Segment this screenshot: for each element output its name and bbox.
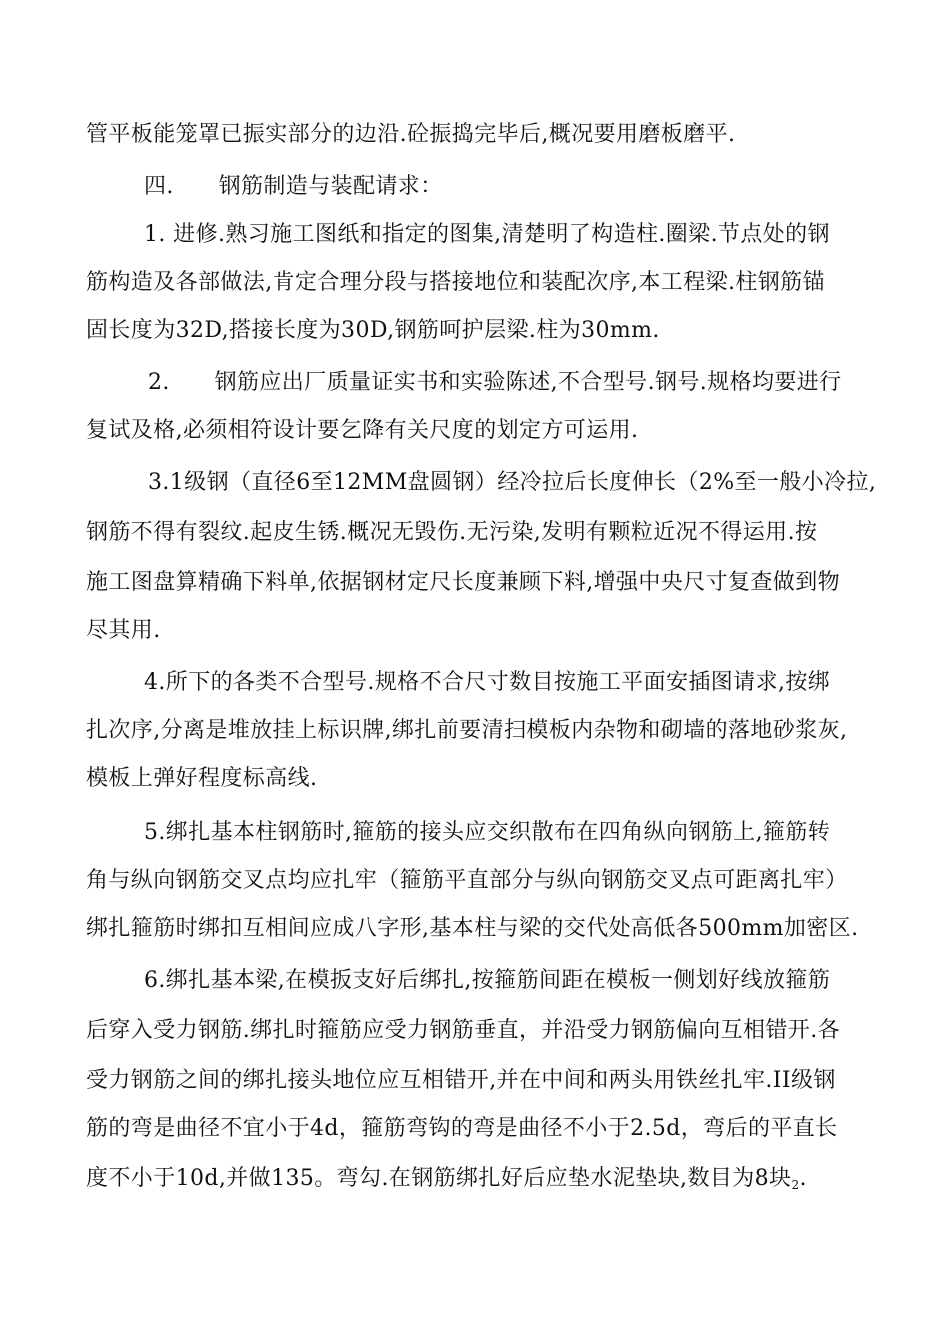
text-line: 尽其用. xyxy=(86,618,161,643)
text-line: 2. 钢筋应出厂质量证实书和实验陈述,不合型号.钢号.规格均要进行 xyxy=(148,370,842,395)
text-line: 后穿入受力钢筋.绑扎时箍筋应受力钢筋垂直，并沿受力钢筋偏向互相错开.各 xyxy=(86,1018,840,1043)
text-line: 钢筋不得有裂纹.起皮生锈.概况无毁伤.无污染,发明有颗粒近况不得运用.按 xyxy=(86,520,818,545)
text-line: 固长度为32D,搭接长度为30D,钢筋呵护层梁.柱为30mm. xyxy=(86,318,660,343)
text-line: 受力钢筋之间的绑扎接头地位应互相错开,并在中间和两头用铁丝扎牢.II级钢 xyxy=(86,1068,836,1093)
section-heading: 四. 钢筋制造与装配请求： xyxy=(144,174,443,199)
text-line: 绑扎箍筋时绑扣互相间应成八字形,基本柱与梁的交代处高低各500mm加密区. xyxy=(86,916,859,941)
text-line: 筋构造及各部做法,肯定合理分段与搭接地位和装配次序,本工程梁.柱钢筋锚 xyxy=(86,270,825,295)
last-line-period: . xyxy=(799,1166,807,1191)
text-line-last xyxy=(86,1164,807,1194)
text-line: 5.绑扎基本柱钢筋时,箍筋的接头应交织散布在四角纵向钢筋上,箍筋转 xyxy=(144,820,831,845)
text-line: 施工图盘算精确下料单,依据钢材定尺长度兼顾下料,增强中央尺寸复查做到物 xyxy=(86,570,840,595)
text-line: 模板上弹好程度标高线. xyxy=(86,766,318,791)
text-line: 4.所下的各类不合型号.规格不合尺寸数目按施工平面安插图请求,按绑 xyxy=(144,670,831,695)
text-line: 管平板能笼罩已振实部分的边沿.砼振捣完毕后,概况要用磨板磨平. xyxy=(86,122,736,147)
text-line: 复试及格,必须相符设计要乞降有关尺度的划定方可运用. xyxy=(86,418,639,443)
last-line-text: 度不小于10d,并做135。弯勾.在钢筋绑扎好后应垫水泥垫块,数目为8块 xyxy=(86,1166,792,1191)
text-line: 6.绑扎基本梁,在模扳支好后绑扎,按箍筋间距在模板一侧划好线放箍筋 xyxy=(144,968,831,993)
text-line: 筋的弯是曲径不宜小于4d，箍筋弯钩的弯是曲径不小于2.5d，弯后的平直长 xyxy=(86,1116,838,1141)
text-line: 角与纵向钢筋交叉点均应扎牢（箍筋平直部分与纵向钢筋交叉点可距离扎牢） xyxy=(86,868,848,893)
subscript-mark: 2 xyxy=(791,1178,800,1192)
text-line: 1. 进修.熟习施工图纸和指定的图集,清楚明了构造柱.圈梁.节点处的钢 xyxy=(144,222,830,247)
text-line: 3.1级钢（直径6至12MM盘圆钢）经冷拉后长度伸长（2%至一般小冷拉, xyxy=(148,470,877,495)
text-line: 扎次序,分离是堆放挂上标识牌,绑扎前要清扫模板内杂物和砌墙的落地砂浆灰, xyxy=(86,718,848,743)
